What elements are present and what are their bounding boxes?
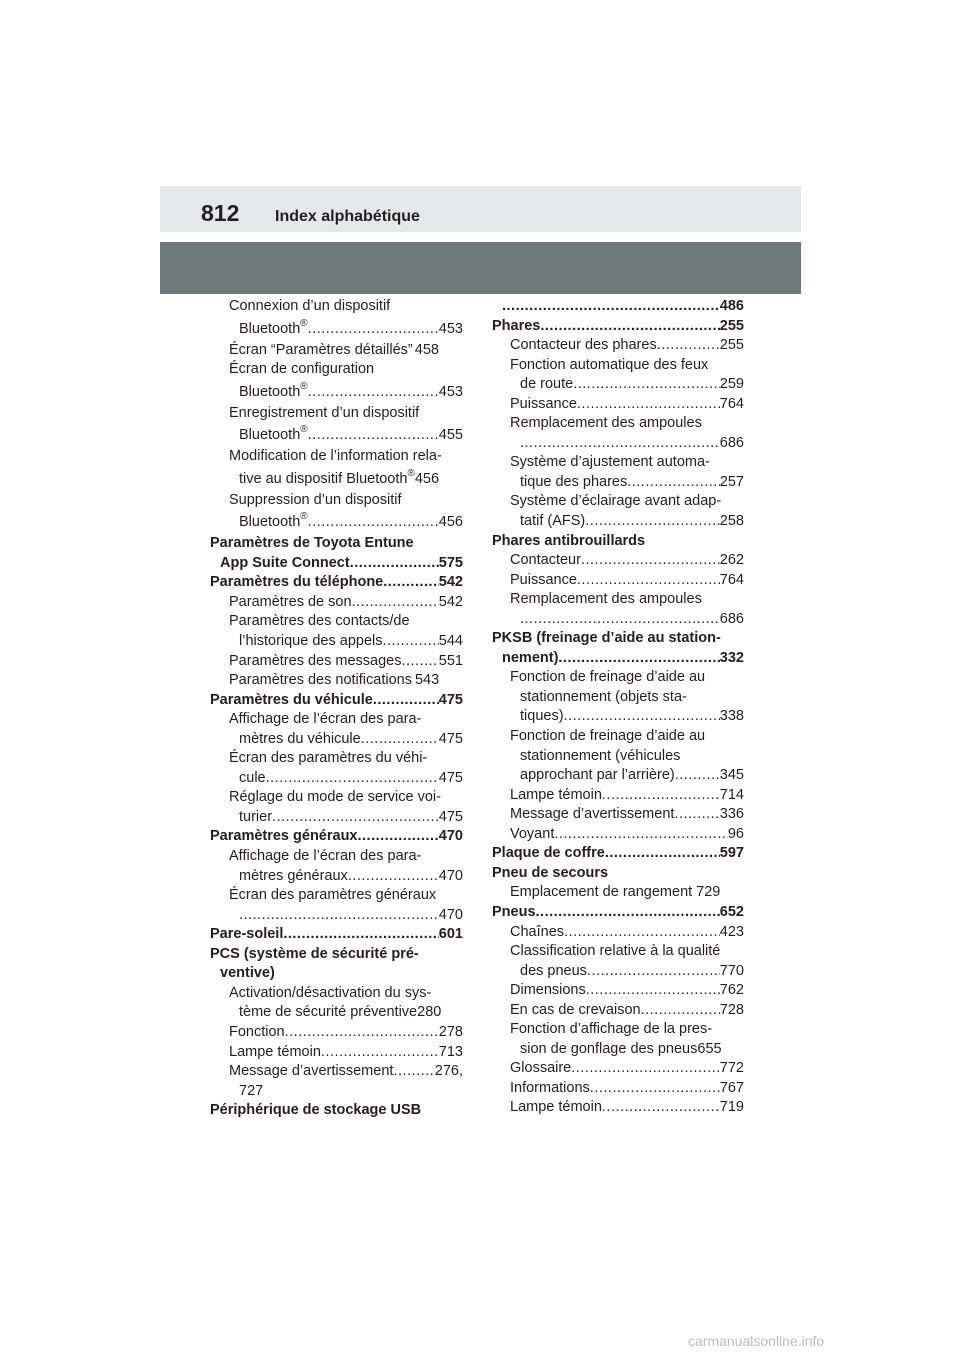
index-entry: Écran des paramètres généraux ..... 470 — [210, 886, 463, 925]
index-entry: Système d’ajustement automa- tique des phares ..... 257 — [492, 453, 744, 492]
page-ref[interactable]: 597 — [719, 845, 744, 862]
index-entry: Remplacement des ampoules ..... 686 — [492, 590, 744, 629]
page-ref[interactable]: 475 — [438, 769, 463, 786]
page-ref[interactable]: 764 — [719, 571, 744, 588]
index-heading: Périphérique de stockage USB — [210, 1102, 422, 1119]
index-entry: Contacteur des phares ..... 255 — [492, 336, 744, 356]
index-entry: Message d’avertissement ..... 276, 727 — [210, 1062, 463, 1101]
page-ref[interactable]: 486 — [719, 298, 744, 314]
index-entry: Paramètres de son ..... 542 — [210, 593, 463, 613]
index-entry: Contacteur ..... 262 — [492, 551, 744, 571]
index-heading: Paramètres du téléphone ..... 542 — [210, 573, 463, 593]
page-ref[interactable]: 719 — [719, 1099, 744, 1116]
page-ref[interactable]: 475 — [438, 691, 463, 708]
page-title: Index alphabétique — [275, 208, 420, 225]
index-entry: Paramètres des messages ..... 551 — [210, 652, 463, 672]
page-ref[interactable]: 456 — [414, 470, 440, 487]
page-ref[interactable]: 276, — [434, 1063, 463, 1080]
section-band — [160, 242, 801, 294]
page-ref[interactable]: 453 — [438, 320, 463, 337]
index-entry: Chaînes ..... 423 — [492, 923, 744, 943]
index-entry: Informations ..... 767 — [492, 1079, 744, 1099]
index-entry: Suppression d’un dispositif Bluetooth® ..... 456 — [210, 491, 463, 535]
index-heading: Pare-soleil ..... 601 — [210, 925, 463, 945]
index-entry: Paramètres des contacts/de l’historique des appels ..... 544 — [210, 612, 463, 651]
index-entry: Activation/désactivation du sys- tème de sécurité préventive 280 — [210, 984, 463, 1023]
index-entry: Lampe témoin ..... 713 — [210, 1043, 463, 1063]
index-heading: Pneus ..... 652 — [492, 903, 744, 923]
page-ref[interactable]: 475 — [438, 730, 463, 747]
index-heading: Phares antibrouillards — [492, 532, 646, 549]
index-entry: Dimensions ..... 762 — [492, 981, 744, 1001]
index-entry: Écran “Paramètres détaillés” 458 — [210, 341, 463, 361]
page-ref[interactable]: 280 — [417, 1004, 442, 1021]
page-ref[interactable]: 338 — [719, 708, 744, 725]
page-ref[interactable]: 456 — [438, 514, 463, 531]
index-entry: Emplacement de rangement 729 — [492, 883, 744, 903]
page-ref[interactable]: 544 — [438, 633, 463, 650]
index-entry: Fonction automatique des feux de route ..... 259 — [492, 356, 744, 395]
index-entry: Affichage de l’écran des para- mètres généraux ..... 470 — [210, 847, 463, 886]
page-ref[interactable]: 543 — [414, 672, 440, 689]
page-ref[interactable]: 713 — [438, 1043, 463, 1060]
index-heading-continued — [492, 297, 744, 317]
index-heading: Plaque de coffre ..... 597 — [492, 844, 744, 864]
index-entry: Écran de configuration Bluetooth® ..... 453 — [210, 360, 463, 404]
index-entry: Affichage de l’écran des para- mètres du véhicule ..... 475 — [210, 710, 463, 749]
page-ref[interactable]: 470 — [438, 906, 463, 923]
page-ref[interactable]: 714 — [719, 786, 744, 803]
page-ref[interactable]: 475 — [438, 808, 463, 825]
page-ref[interactable]: 96 — [727, 825, 744, 842]
page-ref[interactable]: 470 — [438, 828, 463, 845]
page-ref[interactable]: 455 — [438, 427, 463, 444]
index-entry: Écran des paramètres du véhi- cule ..... 475 — [210, 749, 463, 788]
page-ref[interactable]: 655 — [697, 1040, 722, 1057]
index-heading: Paramètres du véhicule ..... 475 — [210, 691, 463, 711]
page-ref[interactable]: 762 — [719, 982, 744, 999]
page-ref[interactable]: 575 — [438, 554, 463, 571]
index-entry: Paramètres des notifications 543 — [210, 671, 463, 691]
page-ref[interactable]: 453 — [438, 383, 463, 400]
page-ref[interactable]: 257 — [719, 473, 744, 490]
index-column-left — [210, 297, 463, 1121]
page-ref[interactable]: 259 — [719, 376, 744, 393]
index-heading: PKSB (freinage d’aide au station- nement) ..... 332 — [492, 629, 744, 668]
index-heading: Paramètres de Toyota Entune App Suite Connect ..... 575 — [210, 534, 463, 573]
page-ref[interactable]: 542 — [438, 574, 463, 591]
index-entry: Enregistrement d’un dispositif Bluetooth® ..... 455 — [210, 404, 463, 448]
page-ref[interactable]: 770 — [719, 962, 744, 979]
page-ref[interactable]: 336 — [719, 806, 744, 823]
index-entry: Réglage du mode de service voi- turier ..... 475 — [210, 788, 463, 827]
page-ref[interactable]: 255 — [719, 337, 744, 354]
page-ref[interactable]: 601 — [438, 926, 463, 943]
index-entry: Fonction de freinage d’aide au stationnement (véhicules approchant par l’arrière) ..... 345 — [492, 727, 744, 786]
index-entry: Lampe témoin ..... 714 — [492, 786, 744, 806]
index-entry: Glossaire ..... 772 — [492, 1059, 744, 1079]
page-ref[interactable]: 345 — [719, 767, 744, 784]
index-entry: Classification relative à la qualité des pneus ..... 770 — [492, 942, 744, 981]
page-ref[interactable]: 258 — [719, 513, 744, 530]
index-heading: Pneu de secours — [492, 864, 609, 881]
index-column-right — [492, 297, 744, 1118]
index-entry: Fonction d’affichage de la pres- sion de gonflage des pneus 655 — [492, 1020, 744, 1059]
index-entry: Puissance ..... 764 — [492, 395, 744, 415]
page-ref[interactable]: 458 — [414, 341, 439, 358]
page-ref[interactable]: 255 — [719, 317, 744, 334]
page-ref[interactable]: 767 — [719, 1079, 744, 1096]
page-ref[interactable]: 729 — [696, 884, 721, 901]
index-entry: Fonction ..... 278 — [210, 1023, 463, 1043]
page-ref[interactable]: 278 — [438, 1023, 463, 1040]
index-entry: Modification de l’information rela- tive au dispositif Bluetooth® 456 — [210, 447, 463, 491]
index-entry: En cas de crevaison ..... 728 — [492, 1001, 744, 1021]
page-ref[interactable]: 262 — [719, 552, 744, 569]
page-ref[interactable]: 772 — [719, 1060, 744, 1077]
index-entry: Système d’éclairage avant adap- tatif (AFS) ..... 258 — [492, 492, 744, 531]
index-entry: Puissance ..... 764 — [492, 571, 744, 591]
page-ref[interactable]: 686 — [719, 610, 744, 627]
index-entry: Connexion d’un dispositif Bluetooth® ..... 453 — [210, 297, 463, 341]
index-heading: Phares ..... 255 — [492, 317, 744, 337]
index-entry: Voyant ..... 96 — [492, 825, 744, 845]
index-entry: Lampe témoin ..... 719 — [492, 1098, 744, 1118]
page-ref[interactable]: 727 — [239, 1082, 264, 1099]
page-ref[interactable]: 332 — [719, 649, 744, 666]
header-bar — [160, 186, 801, 232]
watermark: carmanualsonline.info — [688, 1333, 825, 1349]
page-number: 812 — [201, 200, 240, 226]
index-heading: PCS (système de sécurité pré- ventive) — [210, 945, 419, 982]
index-heading: Paramètres généraux ..... 470 — [210, 827, 463, 847]
page-ref[interactable]: 470 — [438, 867, 463, 884]
page-ref[interactable]: 686 — [719, 434, 744, 451]
page-ref[interactable]: 652 — [719, 903, 744, 920]
index-entry: Fonction de freinage d’aide au stationnement (objets sta- tiques) ..... 338 — [492, 668, 744, 727]
page-ref[interactable]: 728 — [719, 1001, 744, 1018]
page-ref[interactable]: 551 — [438, 652, 463, 669]
page-ref[interactable]: 423 — [719, 923, 744, 940]
index-entry: Message d’avertissement ..... 336 — [492, 805, 744, 825]
page-ref[interactable]: 542 — [438, 593, 463, 610]
index-entry: Remplacement des ampoules ..... 686 — [492, 414, 744, 453]
page-ref[interactable]: 764 — [719, 395, 744, 412]
